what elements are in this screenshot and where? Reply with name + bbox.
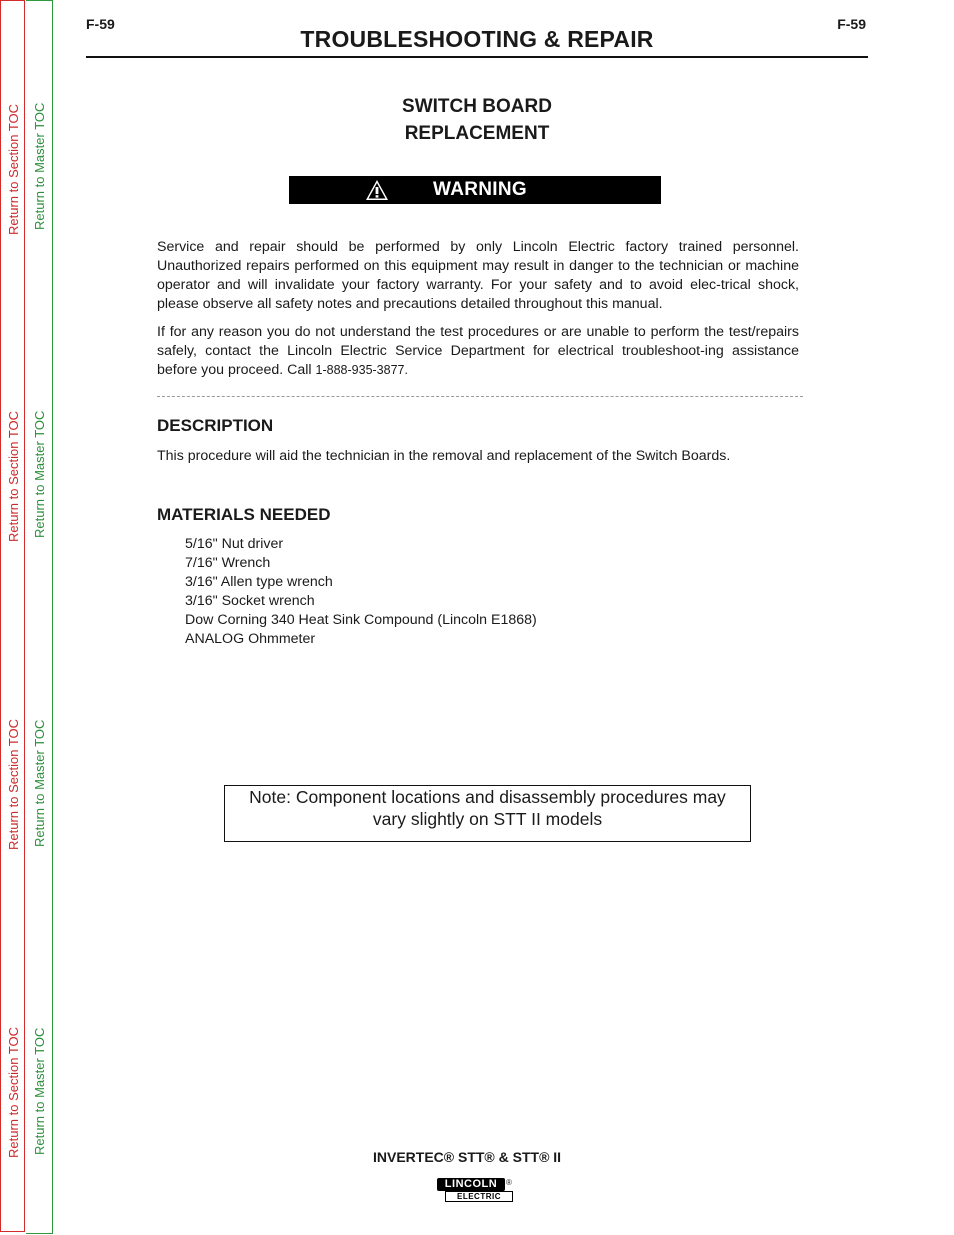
warning-triangle-icon xyxy=(365,179,389,201)
return-to-section-toc-link[interactable]: Return to Section TOC xyxy=(6,1026,21,1158)
warning-banner xyxy=(289,176,661,204)
list-item: 7/16" Wrench xyxy=(185,555,271,571)
list-item: 3/16" Allen type wrench xyxy=(185,574,333,590)
lincoln-electric-logo xyxy=(437,1178,515,1204)
note-line-2: vary slightly on STT II models xyxy=(372,809,603,829)
page-number-right: F-59 xyxy=(837,16,866,32)
service-phone-number: 1-888-935-3877. xyxy=(315,363,408,377)
return-to-master-toc-link[interactable]: Return to Master TOC xyxy=(32,102,47,230)
materials-list xyxy=(185,535,537,649)
return-to-master-toc-link[interactable]: Return to Master TOC xyxy=(32,719,47,847)
safety-paragraph-2-text: If for any reason you do not understand the test procedures or are unable to perform the test/repairs safely, contact the Lincoln Electric Service Department for electrical troubleshoot-ing assistance before you proceed. Call xyxy=(157,324,799,378)
page-number-left: F-59 xyxy=(86,16,115,32)
list-item: 3/16" Socket wrench xyxy=(185,593,315,609)
return-to-section-toc-link[interactable]: Return to Section TOC xyxy=(6,410,21,542)
dashed-divider xyxy=(157,396,803,397)
warning-label: WARNING xyxy=(433,179,527,200)
return-to-master-toc-link[interactable]: Return to Master TOC xyxy=(32,410,47,538)
return-to-section-toc-link[interactable]: Return to Section TOC xyxy=(6,103,21,235)
description-text: This procedure will aid the technician in the removal and replacement of the Switch Boards. xyxy=(157,448,731,464)
footer-model-text: INVERTEC® STT® & STT® II xyxy=(373,1149,562,1165)
description-heading: DESCRIPTION xyxy=(157,416,274,435)
return-to-master-toc-link[interactable]: Return to Master TOC xyxy=(32,1027,47,1155)
section-title-line2: REPLACEMENT xyxy=(404,123,550,144)
header-rule xyxy=(86,56,868,58)
list-item: 5/16" Nut driver xyxy=(185,536,284,552)
materials-heading: MATERIALS NEEDED xyxy=(157,505,331,524)
note-box xyxy=(224,785,751,842)
chapter-title: TROUBLESHOOTING & REPAIR xyxy=(300,26,654,52)
safety-paragraph-2 xyxy=(157,323,799,380)
list-item: ANALOG Ohmmeter xyxy=(185,631,316,647)
logo-top-text: LINCOLN xyxy=(437,1178,505,1191)
logo-registered-mark: ® xyxy=(506,1178,512,1187)
section-title xyxy=(86,93,868,147)
safety-paragraph-1: Service and repair should be performed by only Lincoln Electric factory trained personnel. Unauthorized repairs performed on this equipment may result in danger to the technician or machine operator and will invalidate your factory warranty. For your safety and to avoid elec-trical shock, please observe all safety notes and precautions detailed throughout this manual. xyxy=(157,239,799,312)
note-line-1: Note: Component locations and disassembly procedures may xyxy=(249,787,726,807)
section-title-line1: SWITCH BOARD xyxy=(402,96,552,117)
list-item: Dow Corning 340 Heat Sink Compound (Lincoln E1868) xyxy=(185,612,537,628)
logo-bottom-text: ELECTRIC xyxy=(445,1191,513,1202)
return-to-section-toc-link[interactable]: Return to Section TOC xyxy=(6,718,21,850)
